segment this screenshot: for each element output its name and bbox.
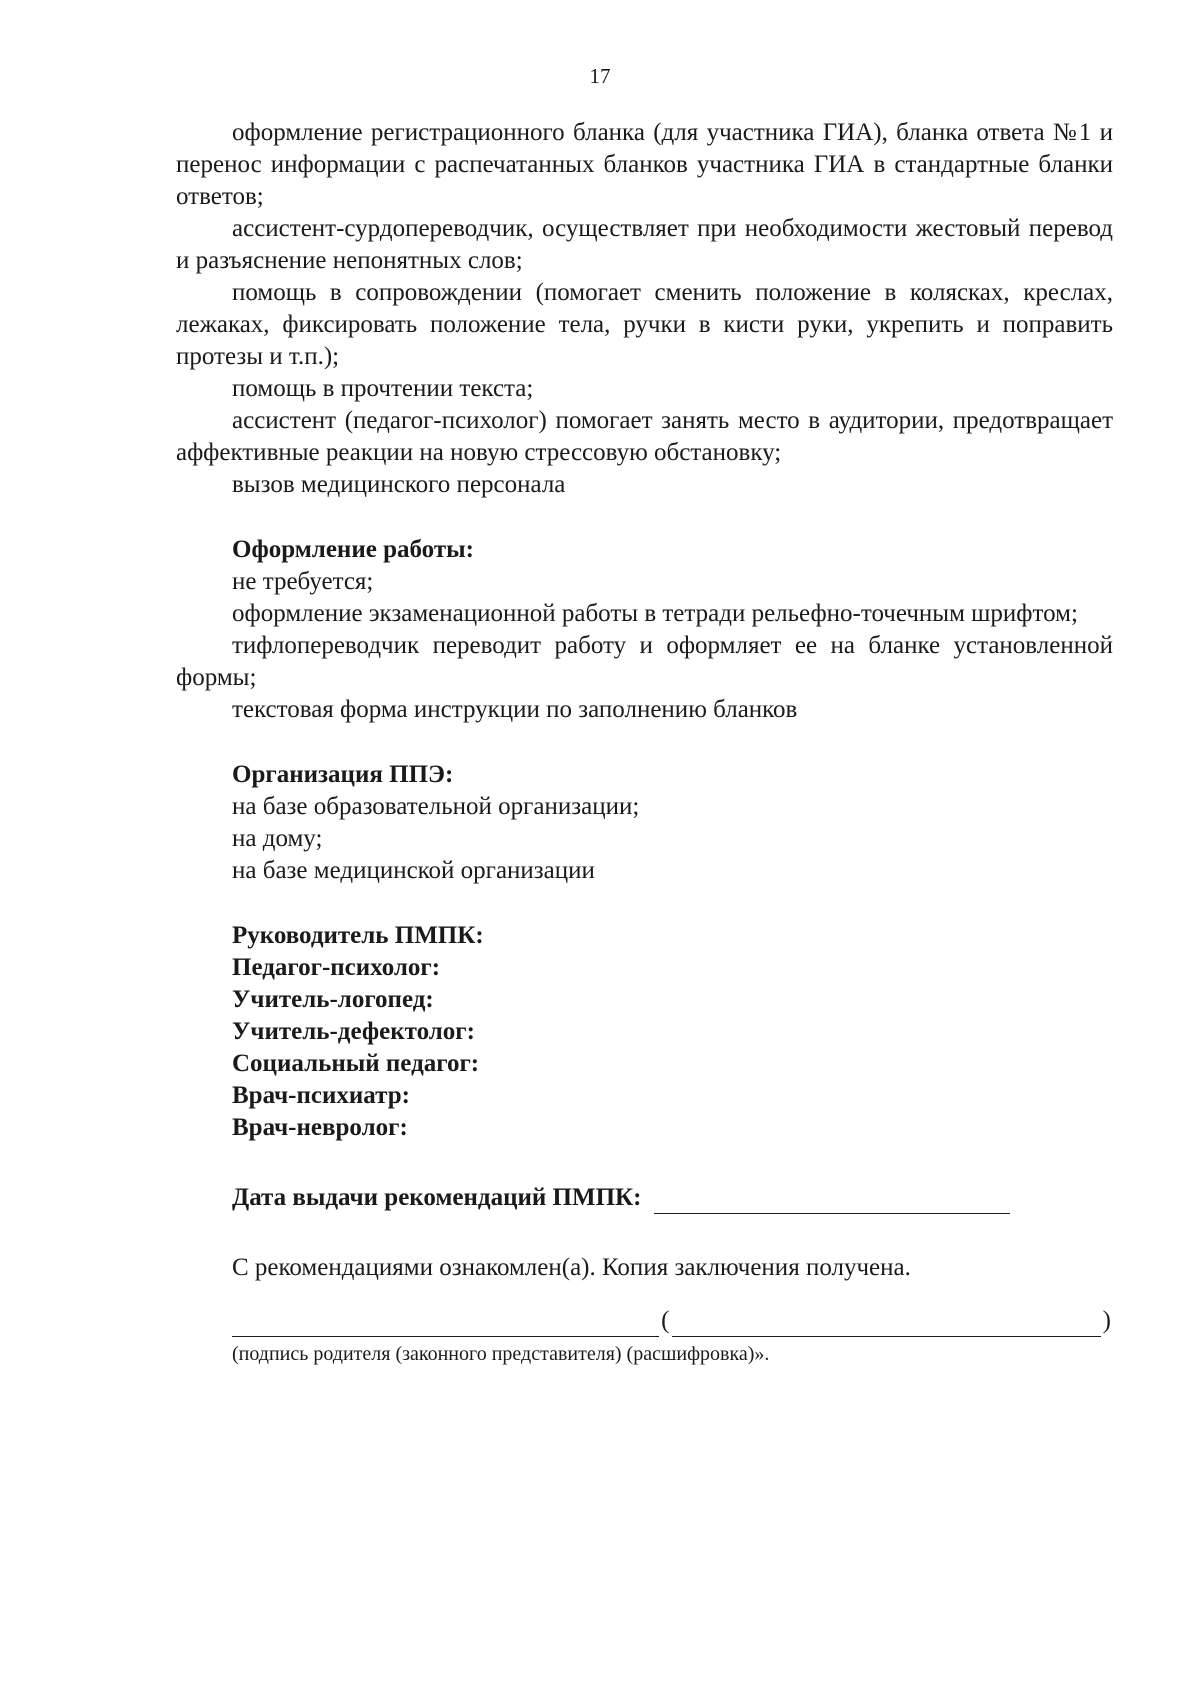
work-section xyxy=(176,534,1113,726)
work-section-heading: Оформление работы: xyxy=(232,536,474,563)
close-paren: ) xyxy=(1102,1307,1111,1334)
role-label: Врач-невролог: xyxy=(232,1114,408,1141)
role-label: Социальный педагог: xyxy=(232,1050,480,1077)
work-section-item: текстовая форма инструкции по заполнению бланков xyxy=(232,696,798,723)
role-label: Врач-психиатр: xyxy=(232,1082,410,1109)
signature-row xyxy=(232,1309,1113,1337)
ppe-section-item: на базе медицинской организации xyxy=(232,857,595,884)
intro-paragraph: оформление регистрационного бланка (для участника ГИА), бланка ответа №1 и перенос информации с распечатанных бланков участника ГИА в стандартные бланки ответов; xyxy=(176,119,1113,210)
page-content xyxy=(176,117,1113,1387)
open-paren: ( xyxy=(661,1307,670,1334)
acknowledgement-text: С рекомендациями ознакомлен(а). Копия заключения получена. xyxy=(232,1254,911,1281)
work-section-item: не требуется; xyxy=(232,568,374,595)
intro-paragraph: помощь в сопровождении (помогает сменить положение в колясках, креслах, лежаках, фиксировать положение тела, ручки в кисти руки, укрепить и поправить протезы и т.п.); xyxy=(176,279,1113,370)
issue-date-label: Дата выдачи рекомендаций ПМПК: xyxy=(232,1184,642,1211)
intro-paragraph: вызов медицинского персонала xyxy=(232,471,566,498)
role-label: Руководитель ПМПК: xyxy=(232,922,484,949)
signature-blank-line xyxy=(232,1312,659,1337)
work-section-item: оформление экзаменационной работы в тетради рельефно-точечным шрифтом; xyxy=(232,600,1078,627)
page-number: 17 xyxy=(589,64,611,88)
work-section-item: тифлопереводчик переводит работу и оформляет ее на бланке установленной формы; xyxy=(176,632,1113,691)
role-label: Учитель-логопед: xyxy=(232,986,434,1013)
signature-caption: (подпись родителя (законного представителя) (расшифровка)». xyxy=(232,1343,770,1365)
ppe-section-item: на дому; xyxy=(232,825,323,852)
issue-date-row xyxy=(232,1182,1113,1214)
commission-roles xyxy=(176,920,1113,1144)
ppe-section-heading: Организация ППЭ: xyxy=(232,761,454,788)
issue-date-blank-line xyxy=(654,1187,1010,1214)
signature-decoding-blank-line xyxy=(672,1312,1101,1337)
ppe-section xyxy=(176,759,1113,887)
intro-paragraph: помощь в прочтении текста; xyxy=(232,375,534,402)
ppe-section-item: на базе образовательной организации; xyxy=(232,793,640,820)
intro-paragraph: ассистент (педагог-психолог) помогает занять место в аудитории, предотвращает аффективные реакции на новую стрессовую обстановку; xyxy=(176,407,1113,466)
role-label: Педагог-психолог: xyxy=(232,954,441,981)
intro-paragraph: ассистент-сурдопереводчик, осуществляет при необходимости жестовый перевод и разъяснение непонятных слов; xyxy=(176,215,1113,274)
role-label: Учитель-дефектолог: xyxy=(232,1018,475,1045)
